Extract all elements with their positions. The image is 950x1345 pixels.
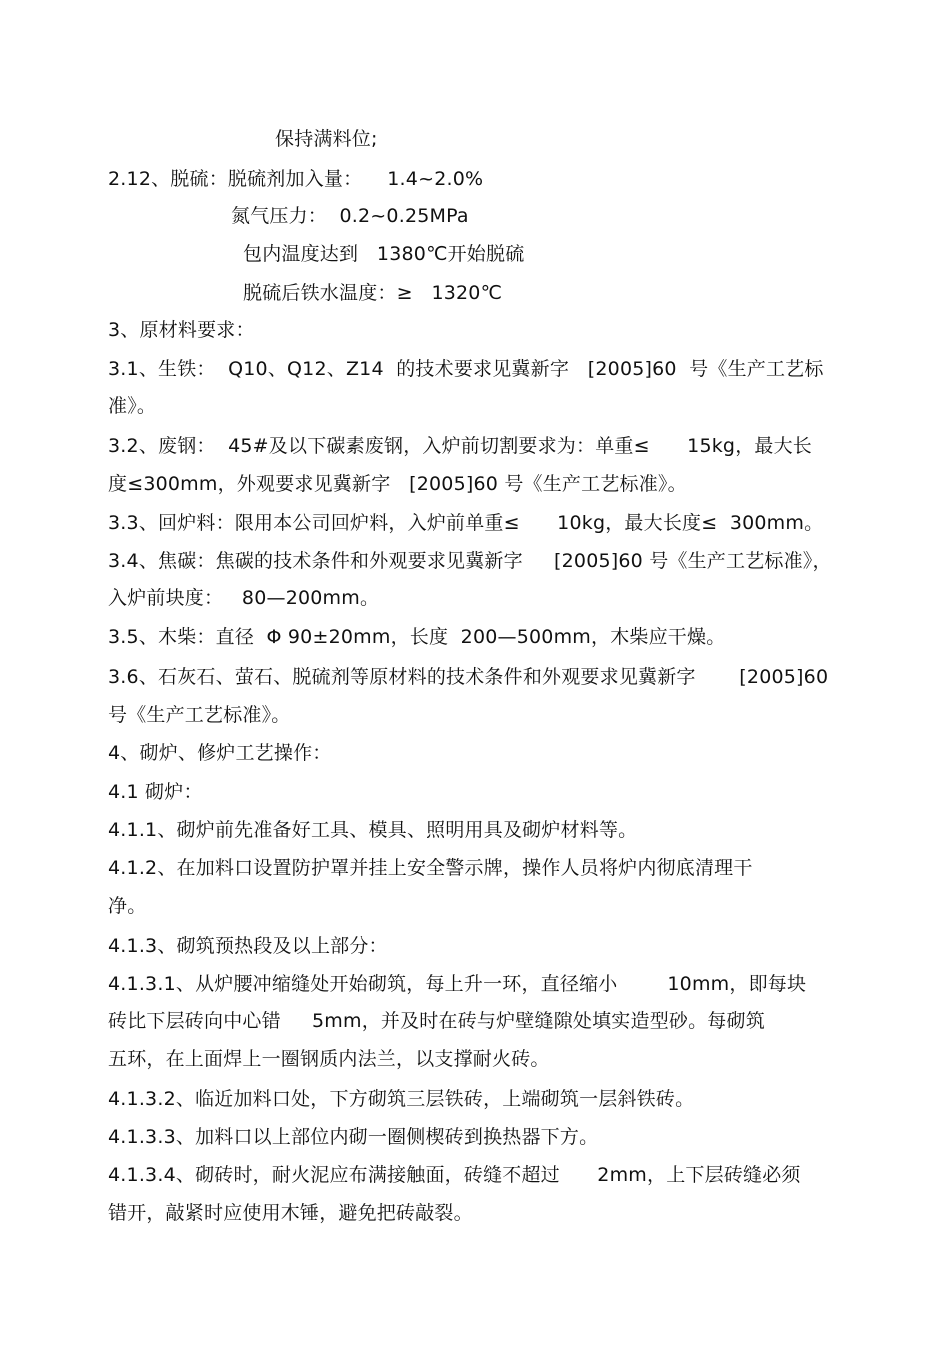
text-line-3-5: 3.5、木柴：直径 Φ 90±20mm，长度 200—500mm，木柴应干燥。: [108, 626, 726, 648]
text-line-3-4: 3.4、焦碳：焦碳的技术条件和外观要求见冀新字 [2005]60 号《生产工艺标准》，: [108, 550, 832, 572]
text-line-3-6-cont: 号《生产工艺标准》。: [108, 704, 291, 726]
text-line-4-1-3-3: 4.1.3.3、加料口以上部位内砌一圈侧楔砖到换热器下方。: [108, 1126, 599, 1148]
text-line-4-1-1: 4.1.1、砌炉前先准备好工具、模具、照明用具及砌炉材料等。: [108, 819, 638, 841]
text-line-4-1-3-1-cont: 砖比下层砖向中心错 5mm，并及时在砖与炉壁缝隙处填实造型砂。每砌筑: [108, 1010, 765, 1032]
text-line-keep-full-level: 保持满料位;: [275, 128, 378, 150]
section-heading-3: 3、原材料要求：: [108, 319, 255, 341]
text-line-4-1-2: 4.1.2、在加料口设置防护罩并挂上安全警示牌，操作人员将炉内彻底清理干: [108, 857, 753, 879]
text-line-nitrogen-pressure: 氮气压力： 0.2~0.25MPa: [231, 205, 469, 227]
text-line-4-1-3-4: 4.1.3.4、砌砖时，耐火泥应布满接触面，砖缝不超过 2mm，上下层砖缝必须: [108, 1164, 801, 1186]
text-line-4-1-3-1-cont2: 五环，在上面焊上一圈钢质内法兰，以支撑耐火砖。: [108, 1048, 550, 1070]
text-line-3-2: 3.2、废钢： 45#及以下碳素废钢，入炉前切割要求为：单重≤ 15kg，最大长: [108, 435, 812, 457]
text-line-4-1-3: 4.1.3、砌筑预热段及以上部分：: [108, 935, 388, 957]
text-line-2-12-desulfurizer: 2.12、脱硫：脱硫剂加入量： 1.4~2.0%: [108, 168, 484, 190]
text-line-4-1-2-cont: 净。: [108, 895, 147, 917]
section-heading-4-1: 4.1 砌炉：: [108, 781, 203, 803]
text-line-3-2-cont: 度≤300mm，外观要求见冀新字 [2005]60 号《生产工艺标准》。: [108, 473, 687, 495]
text-line-3-3: 3.3、回炉料：限用本公司回炉料，入炉前单重≤ 10kg，最大长度≤ 300mm。: [108, 512, 824, 534]
text-line-3-1-cont: 准》。: [108, 395, 157, 417]
text-line-3-6: 3.6、石灰石、萤石、脱硫剂等原材料的技术条件和外观要求见冀新字 [2005]60: [108, 666, 829, 688]
text-line-ladle-temperature: 包内温度达到 1380℃开始脱硫: [243, 243, 525, 265]
text-line-4-1-3-1: 4.1.3.1、从炉腰冲缩缝处开始砌筑，每上升一环，直径缩小 10mm，即每块: [108, 973, 807, 995]
section-heading-4: 4、砌炉、修炉工艺操作：: [108, 742, 332, 764]
text-line-4-1-3-4-cont: 错开，敲紧时应使用木锤，避免把砖敲裂。: [108, 1202, 473, 1224]
text-line-4-1-3-2: 4.1.3.2、临近加料口处，下方砌筑三层铁砖，上端砌筑一层斜铁砖。: [108, 1088, 695, 1110]
text-line-3-1: 3.1、生铁： Q10、Q12、Z14 的技术要求见冀新字 [2005]60 号《生产工艺标: [108, 358, 824, 380]
text-line-3-4-cont: 入炉前块度： 80—200mm。: [108, 587, 380, 609]
text-line-iron-temperature: 脱硫后铁水温度：≥ 1320℃: [243, 282, 503, 304]
